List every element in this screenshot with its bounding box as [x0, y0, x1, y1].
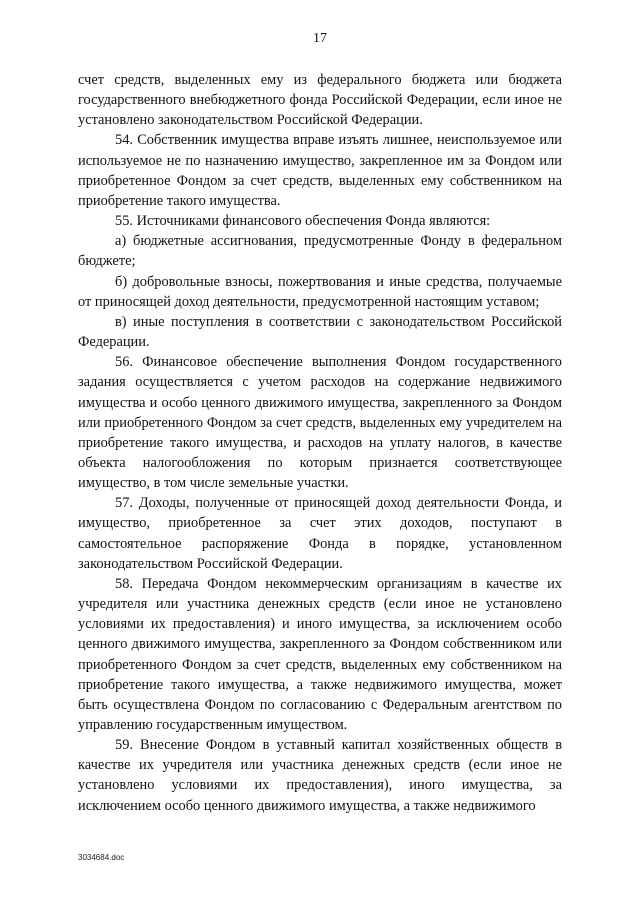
paragraph-58: 58. Передача Фондом некоммерческим организациям в качестве их учредителя или участника денежных средств (если иное не установлено условиями их предоставления) и иного имущества, за исключением особо ценного движимого имущества, закрепленного за Фондом собственником или приобретенного Фондом за счет средств, выделенных ему собственником на приобретение такого имущества, а также недвижимого имущества, может быть осуществлена Фондом по согласованию с Федеральным агентством по управлению государственным имуществом.: [78, 575, 562, 733]
paragraph-55-v: в) иные поступления в соответствии с законодательством Российской Федерации.: [78, 313, 562, 351]
paragraph-55: 55. Источниками финансового обеспечения Фонда являются:: [115, 213, 491, 230]
paragraph-55-b: б) добровольные взносы, пожертвования и иные средства, получаемые от приносящей доход деятельности, предусмотренной настоящим уставом;: [78, 273, 562, 310]
footer-filename: 3034684.doc: [78, 853, 125, 862]
paragraph-continuation: счет средств, выделенных ему из федерального бюджета или бюджета государственного внебюджетного фонда Российской Федерации, если иное не установлено законодательством Российской Федерации.: [78, 72, 562, 129]
paragraph-55-a: а) бюджетные ассигнования, предусмотренные Фонду в федеральном бюджете;: [78, 233, 562, 270]
paragraph-56: 56. Финансовое обеспечение выполнения Фондом государственного задания осуществляется с учетом расходов на содержание недвижимого имущества и особо ценного движимого имущества, закрепленного за Фондом или приобретенного Фондом за счет средств, выделенных ему учредителем на приобретение такого имущества, и расходов на уплату налогов, в качестве объекта налогообложения по которым признается соответствующее имущество, в том числе земельные участки.: [78, 354, 562, 492]
paragraph-54: 54. Собственник имущества вправе изъять лишнее, неиспользуемое или используемое не по назначению имущество, закрепленное им за Фондом или приобретенное Фондом за счет средств, выделенных ему собственником на приобретение такого имущества.: [78, 132, 562, 209]
document-body: [78, 70, 562, 816]
paragraph-59: 59. Внесение Фондом в уставный капитал хозяйственных обществ в качестве их учредителя или участника денежных средств (если иное не установлено условиями их предоставления), иного имущества, за исключением особо ценного движимого имущества, а также недвижимого: [78, 737, 562, 814]
paragraph-57: 57. Доходы, полученные от приносящей доход деятельности Фонда, и имущество, приобретенное за счет этих доходов, поступают в самостоятельное распоряжение Фонда в порядке, установленном законодательством Российской Федерации.: [78, 495, 562, 572]
page-number: 17: [313, 31, 327, 46]
